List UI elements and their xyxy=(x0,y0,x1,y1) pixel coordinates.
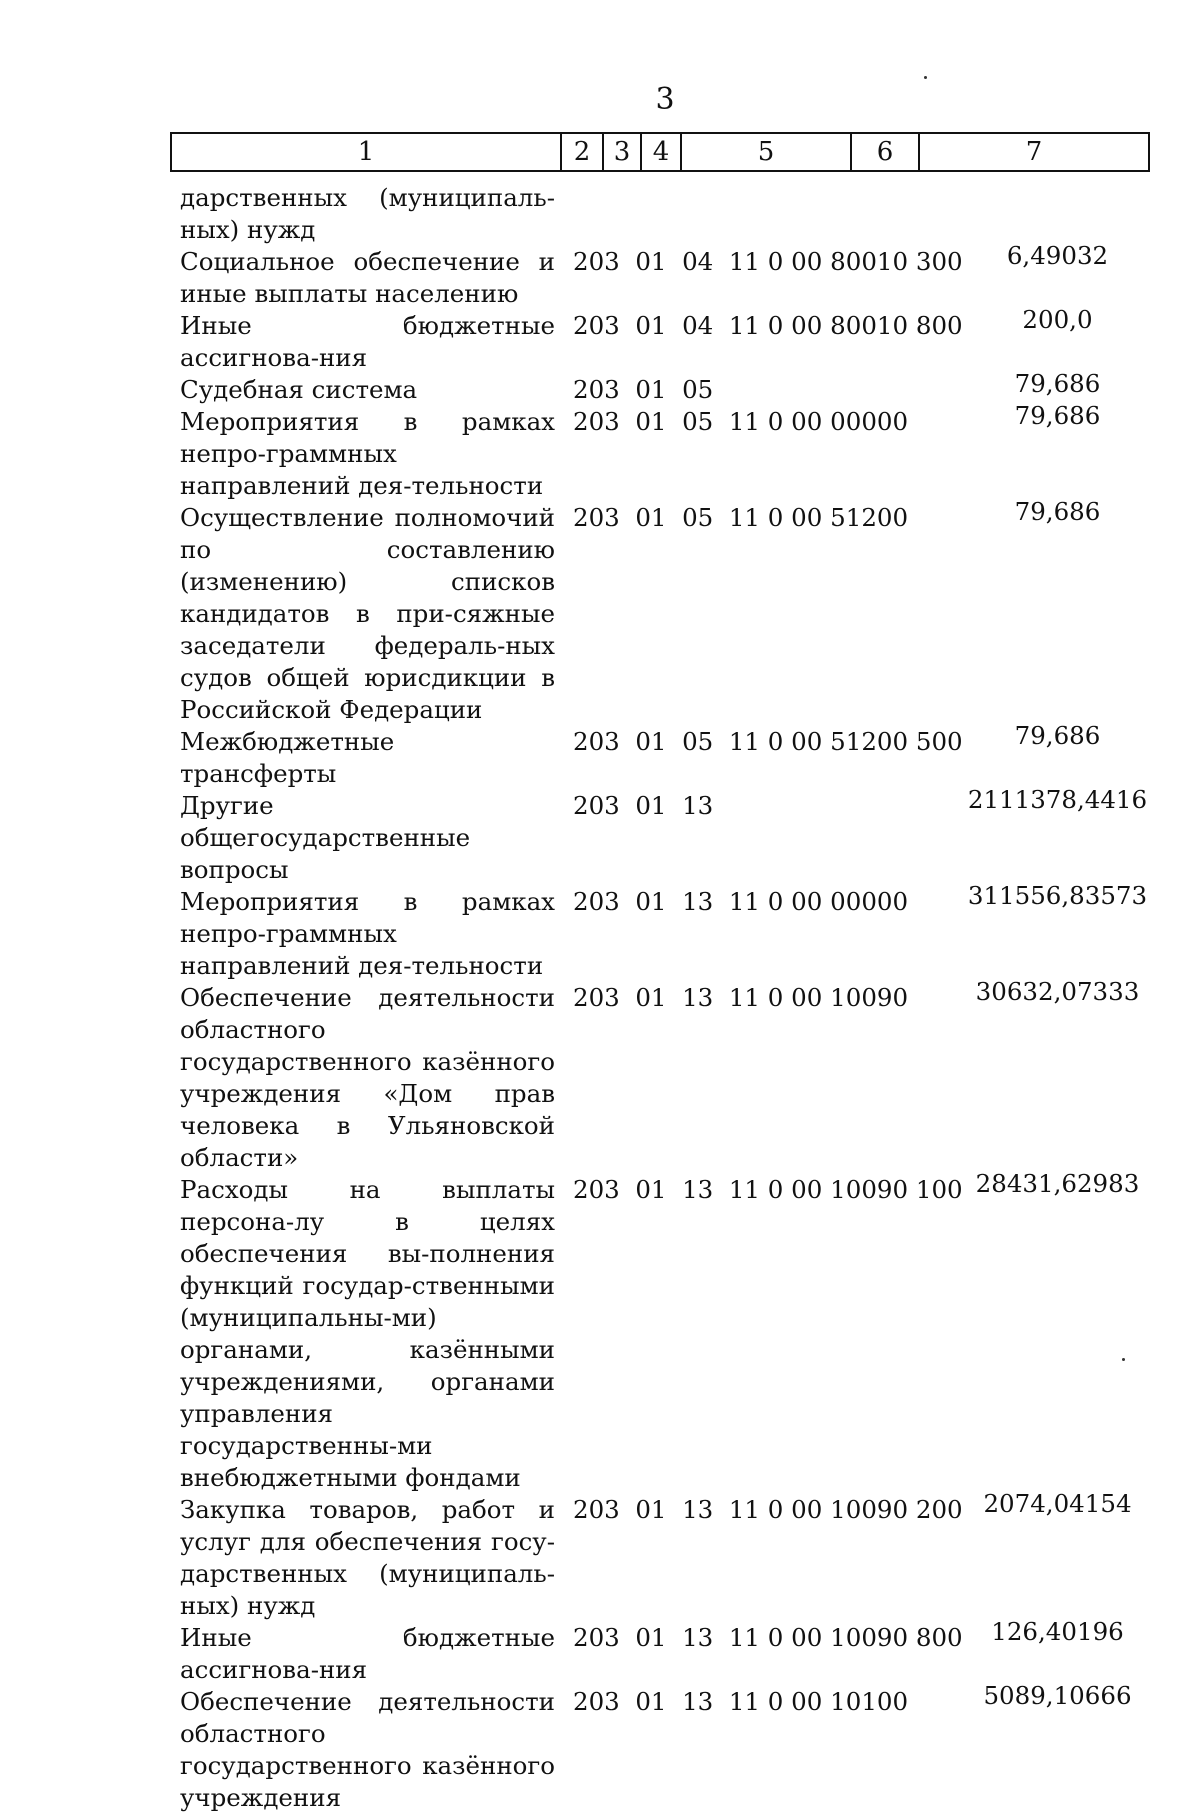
row-codes: 203 01 05 11 0 00 00000 xyxy=(573,407,909,436)
row-amount: 30632,07333 xyxy=(975,977,1140,1006)
table-row xyxy=(180,977,1160,1174)
table-row xyxy=(180,1489,1160,1622)
row-codes: 203 01 13 11 0 00 10090 800 xyxy=(573,1623,963,1652)
row-codes: 203 01 13 11 0 00 10090 100 xyxy=(573,1175,963,1204)
table-row xyxy=(180,881,1160,982)
row-amount: 5089,10666 xyxy=(983,1681,1132,1710)
row-codes: 203 01 13 11 0 00 10090 xyxy=(573,983,909,1012)
header-col-2: 2 xyxy=(562,134,604,170)
row-amount: 2074,04154 xyxy=(983,1489,1132,1518)
header-col-1: 1 xyxy=(172,134,562,170)
table-header xyxy=(170,132,1150,172)
row-name: Обеспечение деятельности областного государственного казённого учреждения «Дом прав человека в Ульяновской области» xyxy=(180,983,555,1172)
row-name: Обеспечение деятельности областного государственного казённого учреждения xyxy=(180,1687,555,1812)
row-name: Иные бюджетные ассигнова-ния xyxy=(180,311,555,372)
table-row xyxy=(180,305,1160,374)
row-name: Осуществление полномочий по составлению (изменению) списков кандидатов в при-сяжные заседатели федераль-ных судов общей юрисдикции в Российской Федерации xyxy=(180,503,555,724)
row-codes: 203 01 04 11 0 00 80010 800 xyxy=(573,311,963,340)
scan-speck xyxy=(924,76,927,79)
row-codes: 203 01 05 11 0 00 51200 500 xyxy=(573,727,963,756)
row-name: Другие общегосударственные вопросы xyxy=(180,791,471,884)
row-amount: 6,49032 xyxy=(1006,241,1109,270)
page-number: 3 xyxy=(655,82,675,117)
header-col-7: 7 xyxy=(1025,137,1043,167)
row-amount: 79,686 xyxy=(1014,497,1101,526)
table-row xyxy=(180,497,1160,726)
row-codes: 203 01 13 11 0 00 10090 200 xyxy=(573,1495,963,1524)
row-codes: 203 01 13 11 0 00 00000 xyxy=(573,887,909,916)
table-row xyxy=(180,1169,1160,1494)
row-name: Мероприятия в рамках непро-граммных направлений дея-тельности xyxy=(180,887,555,980)
table-body xyxy=(180,182,1160,1814)
header-col-3: 3 xyxy=(604,134,642,170)
row-amount: 79,686 xyxy=(1014,721,1101,750)
row-name: дарственных (муниципаль-ных) нужд xyxy=(180,183,555,244)
row-codes: 203 01 05 11 0 00 51200 xyxy=(573,503,909,532)
header-col-5: 5 xyxy=(682,134,852,170)
row-name: Иные бюджетные ассигнова-ния xyxy=(180,1623,555,1684)
header-col-4: 4 xyxy=(642,134,682,170)
scan-speck xyxy=(1122,1358,1125,1361)
row-name: Судебная система xyxy=(180,375,418,404)
table-row xyxy=(180,1617,1160,1686)
row-amount: 79,686 xyxy=(1014,369,1101,398)
row-amount: 2111378,4416 xyxy=(967,785,1148,814)
row-name: Закупка товаров, работ и услуг для обеспечения госу-дарственных (муниципаль-ных) нужд xyxy=(180,1495,555,1620)
row-codes: 203 01 05 xyxy=(573,375,714,404)
row-name: Мероприятия в рамках непро-граммных направлений дея-тельности xyxy=(180,407,555,500)
table-row xyxy=(180,1681,1160,1814)
row-name: Расходы на выплаты персона-лу в целях обеспечения вы-полнения функций государ-ственными (муниципальны-ми) органами, казёнными учреждениями, органами управления государственны-ми внебюджетными фондами xyxy=(180,1175,555,1492)
row-amount: 311556,83573 xyxy=(967,881,1148,910)
row-codes: 203 01 13 xyxy=(573,791,714,820)
table-row xyxy=(180,785,1160,886)
row-codes: 203 01 13 11 0 00 10100 xyxy=(573,1687,909,1716)
row-name: Межбюджетные трансферты xyxy=(180,727,395,788)
table-row xyxy=(180,182,1160,246)
header-col-6: 6 xyxy=(852,134,920,170)
row-amount: 126,40196 xyxy=(991,1617,1124,1646)
row-name: Социальное обеспечение и иные выплаты населению xyxy=(180,247,555,308)
row-amount: 79,686 xyxy=(1014,401,1101,430)
table-row xyxy=(180,241,1160,310)
row-amount: 200,0 xyxy=(1022,305,1093,334)
table-row xyxy=(180,401,1160,502)
row-amount: 28431,62983 xyxy=(975,1169,1140,1198)
row-codes: 203 01 04 11 0 00 80010 300 xyxy=(573,247,963,276)
table-row xyxy=(180,721,1160,790)
